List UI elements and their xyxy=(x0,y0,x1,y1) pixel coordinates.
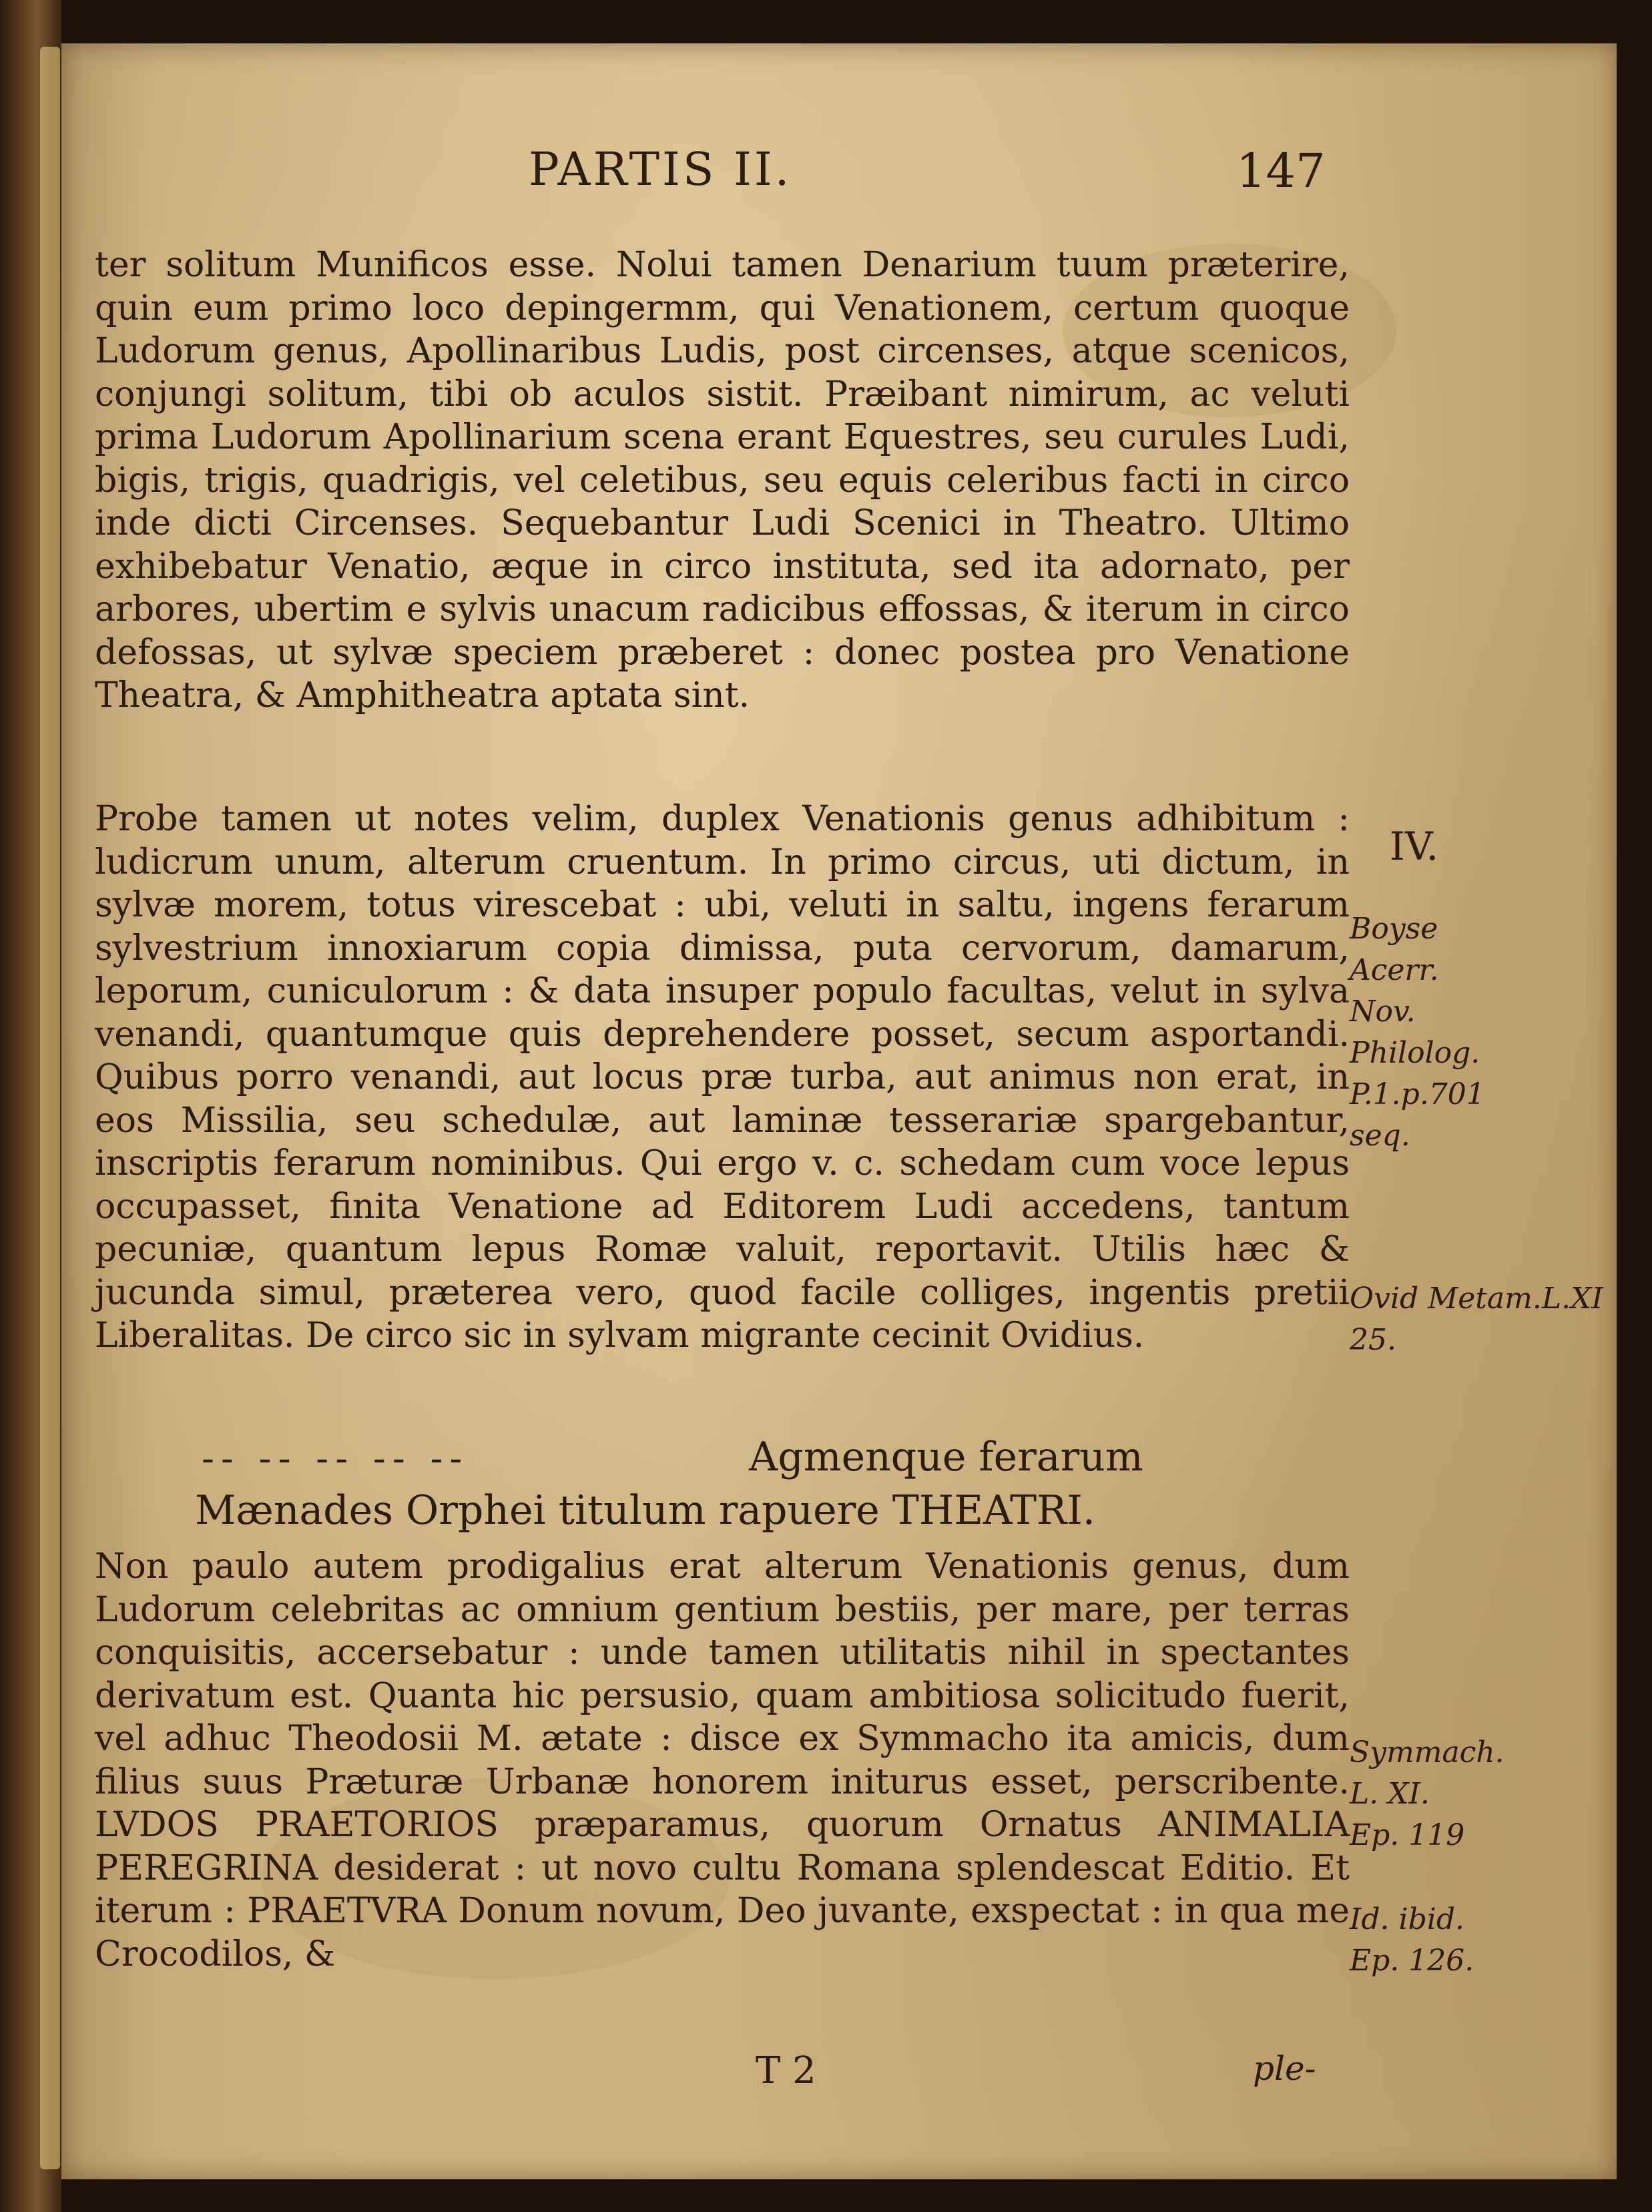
paragraph-text: Non paulo autem prodigalius erat alterum Venationis genus, dum Ludorum celebritas ac omnium gentium bestiis, per mare, per terras conquisitis, accersebatur : unde tamen utilitatis nihil in spectantes derivatum est. Quanta hic persusio, quam ambitiosa solicitudo fuerit, vel adhuc Theodosii M. ӕtate : disce ex Symmacho ita amicis, dum filius suus Prӕturӕ Urbanӕ honorem initurus esset, perscribente. LVDOS PRAETORIOS prӕparamus, quorum Ornatus ANIMALIA PEREGRINA desiderat : ut novo cultu Romana splendescat Editio. Et iterum : PRAETVRA Donum novum, Deo juvante, exspectat : in qua me Crocodilos, & xyxy=(95,1547,1350,1974)
page-number: 147 xyxy=(1236,144,1326,198)
margin-note-boyse xyxy=(1350,784,1617,1198)
page-header xyxy=(61,144,1617,224)
running-head: PARTIS II. xyxy=(529,144,792,196)
quote-line-2: Mӕnades Orphei titulum rapuere THEATRI. xyxy=(195,1487,1096,1534)
quote-line-1: Agmenque ferarum xyxy=(749,1434,1143,1480)
section-number: IV. xyxy=(1390,824,1439,869)
signature-mark: T 2 xyxy=(756,2049,816,2093)
paragraph-1 xyxy=(95,244,1350,718)
catchword: ple- xyxy=(1253,2049,1316,2088)
book-spine xyxy=(0,0,61,2212)
paragraph-3 xyxy=(95,1545,1350,1976)
paragraph-2 xyxy=(95,798,1350,1358)
paragraph-text: ter solitum Munificos esse. Nolui tamen Denarium tuum prӕterire, quin eum primo loco depingermm, qui Venationem, certum quoque Ludorum genus, Apollinaribus Ludis, post circenses, atque scenicos, conjungi solitum, tibi ob aculos sistit. Prӕibant nimirum, ac veluti prima Ludorum Apollinarium scena erant Equestres, seu curules Ludi, bigis, trigis, quadrigis, vel celetibus, seu equis celeribus facti in circo inde dicti Circenses. Sequebantur Ludi Scenici in Theatro. Ultimo exhibebatur Venatio, ӕque in circo instituta, sed ita adornato, per arbores, ubertim e sylvis unacum radicibus effossas, & iterum in circo defossas, ut sylvӕ speciem prӕberet : donec postea pro Venatione Theatra, & Amphitheatra aptata sint. xyxy=(95,245,1350,716)
margin-note-ovid: Ovid Metam.L.XI 25. xyxy=(1350,1282,1603,1357)
facing-page-edge xyxy=(40,47,60,2169)
paragraph-text: Probe tamen ut notes velim, duplex Venationis genus adhibitum : ludicrum unum, alterum cruentum. In primo circus, uti dictum, in sylvӕ morem, totus virescebat : ubi, veluti in saltu, ingens ferarum sylvestrium innoxiarum copia dimissa, puta cervorum, damarum, leporum, cuniculorum : & data insuper populo facultas, velut in sylva venandi, quantumque quis deprehendere posset, secum asportandi. Quibus porro venandi, aut locus prӕ turba, aut animus non erat, in eos Missilia, seu schedulӕ, aut laminӕ tesserariӕ spargebantur, inscriptis ferarum nominibus. Qui ergo v. c. schedam cum voce lepus occupasset, finita Venatione ad Editorem Ludi accedens, tantum pecuniӕ, quantum lepus Romӕ valuit, reportavit. Utilis hӕc & jucunda simul, prӕterea vero, quod facile colliges, ingentis pretii Liberalitas. De circo sic in sylvam migrante cecinit Ovidius. xyxy=(95,799,1350,1356)
margin-note-symmachus: Symmach. L. XI. Ep. 119 xyxy=(1350,1735,1504,1852)
quote-dashes: -- -- -- -- -- xyxy=(202,1437,469,1480)
margin-note-text: Boyse Acerr. Nov. Philolog. P.1.p.701 seq. xyxy=(1350,912,1485,1153)
book-page xyxy=(61,43,1617,2179)
margin-note-ibid: Id. ibid. Ep. 126. xyxy=(1350,1902,1474,1978)
